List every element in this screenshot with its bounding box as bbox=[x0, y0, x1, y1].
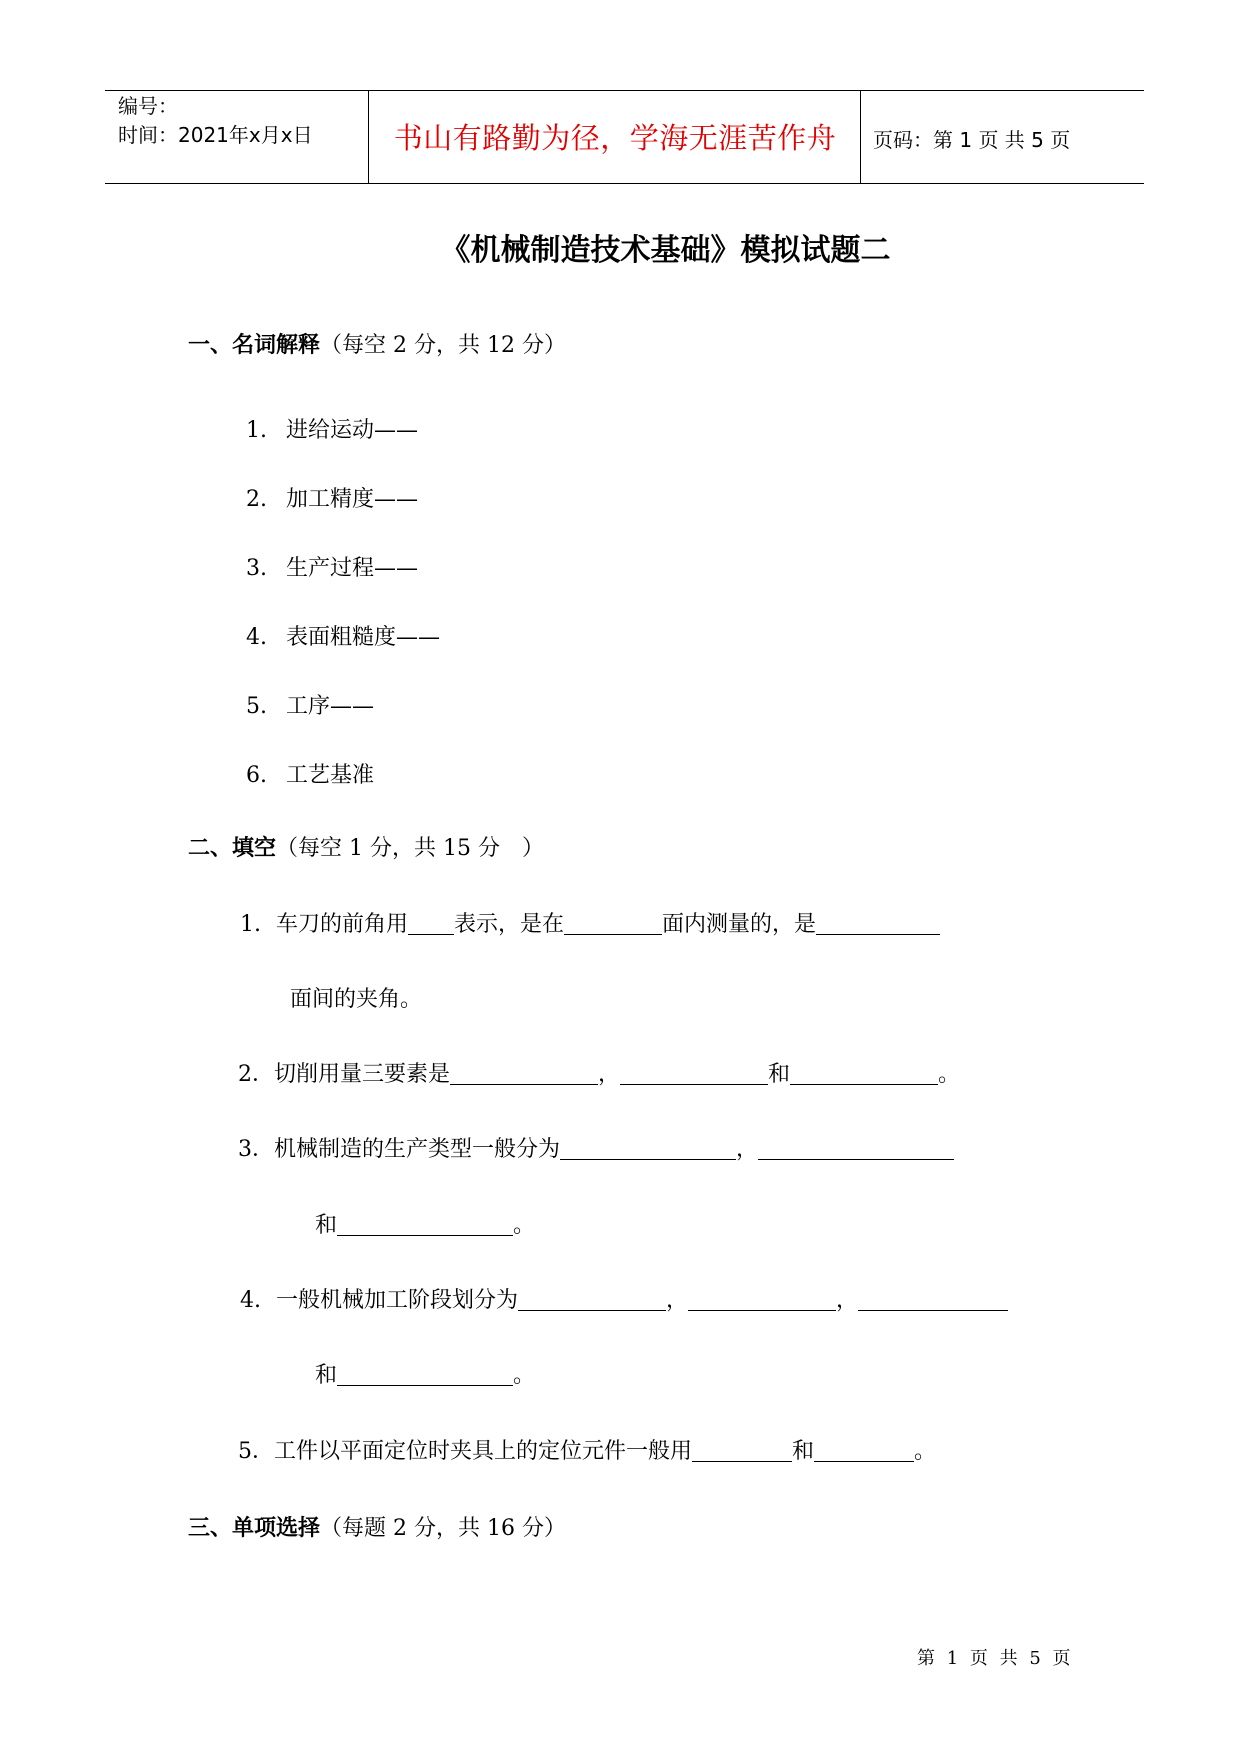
page-footer: 第 1 页 共 5 页 bbox=[917, 1648, 1071, 1669]
header-top-rule bbox=[105, 90, 1144, 91]
fill-question-3-cont bbox=[315, 1208, 535, 1239]
section-1-title: 一、名词解释 bbox=[188, 333, 321, 358]
fill-question-3 bbox=[238, 1132, 954, 1163]
question-num: 3． bbox=[238, 1137, 274, 1162]
fill-question-2 bbox=[238, 1057, 960, 1088]
question-text: 和 bbox=[315, 1213, 338, 1238]
term-item bbox=[246, 689, 374, 720]
question-text: ， bbox=[598, 1062, 621, 1087]
time-label: 时间：2021年x月x日 bbox=[118, 123, 313, 147]
answer-blank[interactable] bbox=[560, 1137, 736, 1160]
term-num: 5. bbox=[246, 694, 267, 719]
section-1-heading bbox=[188, 328, 566, 359]
question-text: 表示，是在 bbox=[454, 912, 565, 937]
question-text: 面内测量的，是 bbox=[662, 912, 817, 937]
term-num: 1. bbox=[246, 418, 267, 443]
fill-question-1 bbox=[240, 907, 940, 938]
question-text: 和 bbox=[792, 1439, 815, 1464]
header-divider-right bbox=[860, 90, 861, 183]
question-text: 工件以平面定位时夹具上的定位元件一般用 bbox=[274, 1439, 693, 1464]
section-3-heading bbox=[188, 1511, 566, 1542]
question-text: ， bbox=[836, 1288, 859, 1313]
fill-question-4-cont bbox=[315, 1358, 535, 1389]
answer-blank[interactable] bbox=[408, 912, 454, 935]
term-text: 工艺基准 bbox=[286, 763, 375, 788]
header-page-code: 页码：第 1 页 共 5 页 bbox=[873, 128, 1071, 152]
header-motto: 书山有路勤为径，学海无涯苦作舟 bbox=[393, 121, 837, 155]
question-text: 机械制造的生产类型一般分为 bbox=[274, 1137, 561, 1162]
answer-blank[interactable] bbox=[816, 912, 940, 935]
section-3-title: 三、单项选择 bbox=[188, 1516, 321, 1541]
term-text: 生产过程—— bbox=[286, 556, 419, 581]
term-text: 进给运动—— bbox=[286, 418, 419, 443]
term-item bbox=[246, 758, 374, 789]
question-num: 2． bbox=[238, 1062, 274, 1087]
section-2-note: （每空 1 分，共 15 分 ） bbox=[276, 836, 544, 861]
answer-blank[interactable] bbox=[564, 912, 662, 935]
term-num: 3. bbox=[246, 556, 267, 581]
question-text: 。 bbox=[513, 1213, 536, 1238]
question-num: 1. bbox=[240, 912, 261, 937]
answer-blank[interactable] bbox=[450, 1062, 598, 1085]
term-item bbox=[246, 413, 418, 444]
term-text: 工序—— bbox=[286, 694, 375, 719]
question-num: 4. bbox=[240, 1288, 261, 1313]
term-item bbox=[246, 551, 418, 582]
answer-blank[interactable] bbox=[337, 1213, 513, 1236]
answer-blank[interactable] bbox=[858, 1288, 1008, 1311]
question-num: 5． bbox=[238, 1439, 274, 1464]
fill-question-5 bbox=[238, 1434, 936, 1465]
question-text: 。 bbox=[513, 1363, 536, 1388]
answer-blank[interactable] bbox=[692, 1439, 792, 1462]
question-text: 车刀的前角用 bbox=[276, 912, 409, 937]
section-2-heading bbox=[188, 831, 544, 862]
term-item bbox=[246, 620, 440, 651]
term-num: 2. bbox=[246, 487, 267, 512]
section-1-note: （每空 2 分，共 12 分） bbox=[320, 333, 566, 358]
question-text: 一般机械加工阶段划分为 bbox=[276, 1288, 519, 1313]
question-text: 和 bbox=[315, 1363, 338, 1388]
answer-blank[interactable] bbox=[758, 1137, 954, 1160]
answer-blank[interactable] bbox=[518, 1288, 666, 1311]
fill-question-1-cont: 面间的夹角。 bbox=[290, 987, 423, 1012]
term-text: 表面粗糙度—— bbox=[286, 625, 441, 650]
question-text: 和 bbox=[768, 1062, 791, 1087]
answer-blank[interactable] bbox=[688, 1288, 836, 1311]
fill-question-4 bbox=[240, 1283, 1008, 1314]
answer-blank[interactable] bbox=[790, 1062, 938, 1085]
question-text: 。 bbox=[938, 1062, 961, 1087]
term-num: 4. bbox=[246, 625, 267, 650]
answer-blank[interactable] bbox=[814, 1439, 914, 1462]
answer-blank[interactable] bbox=[620, 1062, 768, 1085]
question-text: ， bbox=[736, 1137, 759, 1162]
page-title: 《机械制造技术基础》模拟试题二 bbox=[440, 233, 891, 268]
header-meta bbox=[118, 92, 313, 150]
question-text: 切削用量三要素是 bbox=[274, 1062, 451, 1087]
serial-label: 编号： bbox=[118, 94, 178, 118]
term-item bbox=[246, 482, 418, 513]
term-text: 加工精度—— bbox=[286, 487, 419, 512]
question-text: 。 bbox=[914, 1439, 937, 1464]
section-2-title: 二、填空 bbox=[188, 836, 277, 861]
question-text: ， bbox=[666, 1288, 689, 1313]
header-bottom-rule bbox=[105, 183, 1144, 184]
term-num: 6. bbox=[246, 763, 267, 788]
answer-blank[interactable] bbox=[337, 1363, 513, 1386]
header-divider-left bbox=[368, 90, 369, 183]
section-3-note: （每题 2 分，共 16 分） bbox=[320, 1516, 566, 1541]
